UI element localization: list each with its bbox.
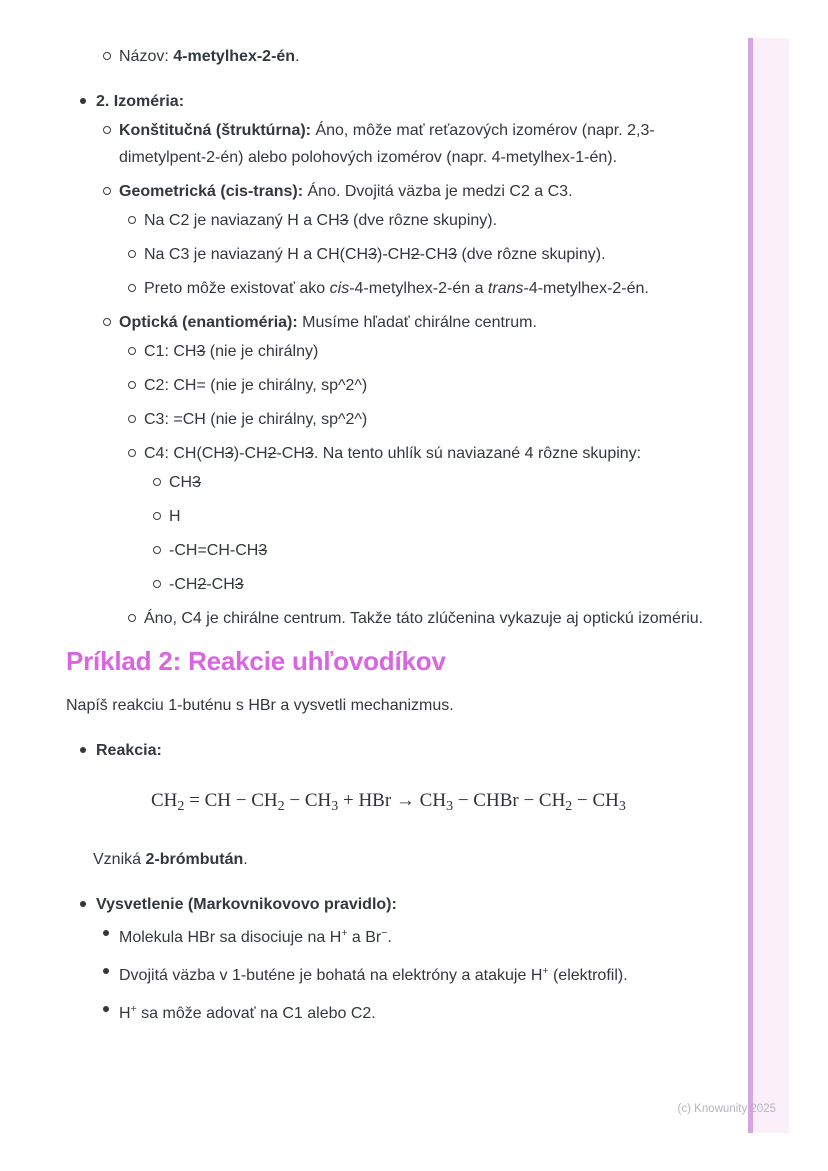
text-segment: Reakcia: bbox=[96, 742, 162, 759]
text-segment: Musíme hľadať chirálne centrum. bbox=[297, 314, 537, 331]
text-segment: 3 bbox=[446, 799, 454, 814]
bullet-disc-icon bbox=[103, 920, 119, 936]
list-item-text bbox=[119, 309, 731, 336]
text-segment: C1: CH bbox=[144, 343, 197, 360]
bullet-circle-icon bbox=[128, 338, 144, 355]
highlight-strip bbox=[748, 38, 789, 1133]
bullet-circle-icon bbox=[153, 469, 169, 486]
text-segment: -CH bbox=[276, 445, 305, 462]
bullet-circle-icon bbox=[153, 537, 169, 554]
text-segment: 3 bbox=[224, 445, 234, 462]
text-segment: -CH bbox=[169, 576, 198, 593]
text-segment: -CH=CH-CH bbox=[169, 542, 259, 559]
text-segment: 2 bbox=[267, 445, 277, 462]
text-segment: )-CH bbox=[376, 246, 411, 263]
text-segment: Optická (enantioméria): bbox=[119, 314, 298, 331]
list-item-text bbox=[119, 117, 731, 171]
list-item-text bbox=[119, 958, 731, 989]
text-segment: + bbox=[341, 927, 348, 939]
text-segment: − CHBr − CH bbox=[453, 790, 566, 811]
list-item-text bbox=[119, 920, 731, 951]
text-segment: . bbox=[243, 851, 248, 868]
text-segment: 2-brómbután bbox=[145, 851, 244, 868]
text-segment: (elektrofil). bbox=[548, 967, 628, 984]
text-segment: C3: =CH (nie je chirálny, sp^2^) bbox=[144, 411, 368, 428]
text-segment: H bbox=[119, 1005, 131, 1022]
list-item-text bbox=[144, 207, 731, 234]
bullet-circle-icon bbox=[128, 372, 144, 389]
text-segment: 3 bbox=[192, 474, 202, 491]
bullet-circle-icon bbox=[128, 605, 144, 622]
text-segment: + bbox=[542, 965, 549, 977]
bullet-circle-icon bbox=[103, 43, 119, 60]
text-segment: . bbox=[295, 48, 300, 65]
section-heading: Príklad 2: Reakcie uhľovodíkov bbox=[66, 646, 446, 676]
text-segment: a Br bbox=[347, 929, 382, 946]
text-segment: H bbox=[169, 508, 181, 525]
list-item-text bbox=[144, 605, 731, 632]
text-segment: 2 bbox=[410, 246, 420, 263]
text-segment: 2 bbox=[177, 799, 185, 814]
text-segment: 4-metylhex-2-én bbox=[173, 48, 296, 65]
list-item bbox=[103, 309, 731, 336]
list-item-text bbox=[144, 406, 731, 433]
text-segment: cis bbox=[329, 280, 350, 297]
text-segment: )-CH bbox=[233, 445, 268, 462]
bullet-disc-icon bbox=[103, 996, 119, 1012]
list-item bbox=[103, 178, 731, 205]
bullet-circle-icon bbox=[128, 241, 144, 258]
list-item bbox=[103, 958, 731, 989]
list-item-text bbox=[96, 891, 731, 918]
text-segment: 2 bbox=[277, 799, 285, 814]
list-item bbox=[128, 372, 731, 399]
text-segment: Konštitučná (štruktúrna): bbox=[119, 122, 311, 139]
text-segment: − bbox=[381, 927, 388, 939]
bullet-disc-icon bbox=[80, 88, 96, 104]
text-segment: -CH bbox=[206, 576, 235, 593]
text-segment: Napíš reakciu 1-buténu s HBr a vysvetli mechanizmus. bbox=[66, 697, 454, 714]
paragraph bbox=[93, 846, 731, 873]
text-segment: 3 bbox=[331, 799, 339, 814]
text-segment: Názov: bbox=[119, 48, 174, 65]
list-item bbox=[80, 737, 731, 764]
text-segment: (dve rôzne skupiny). bbox=[457, 246, 606, 263]
list-item bbox=[128, 275, 731, 302]
text-segment: Geometrická (cis-trans): bbox=[119, 183, 304, 200]
list-item bbox=[153, 469, 731, 496]
text-segment: 3 bbox=[304, 445, 314, 462]
text-segment: sa môže adovať na C1 alebo C2. bbox=[136, 1005, 376, 1022]
text-segment: Molekula HBr sa disociuje na H bbox=[119, 929, 342, 946]
list-item bbox=[103, 920, 731, 951]
list-item-text bbox=[119, 996, 731, 1027]
chemical-equation bbox=[151, 786, 731, 822]
text-segment: Preto môže existovať ako bbox=[144, 280, 330, 297]
list-item bbox=[128, 406, 731, 433]
text-segment: . Na tento uhlík sú naviazané 4 rôzne skupiny: bbox=[313, 445, 642, 462]
list-item-text bbox=[119, 178, 731, 205]
text-segment: -4-metylhex-2-én a bbox=[349, 280, 488, 297]
paragraph bbox=[66, 692, 731, 719]
text-segment: = CH − CH bbox=[184, 790, 278, 811]
text-segment: C2: CH= (nie je chirálny, sp^2^) bbox=[144, 377, 368, 394]
text-segment: C4: CH(CH bbox=[144, 445, 225, 462]
list-item bbox=[128, 241, 731, 268]
bullet-circle-icon bbox=[103, 309, 119, 326]
text-segment: + HBr → CH bbox=[338, 790, 447, 811]
text-segment: 3 bbox=[368, 246, 377, 263]
text-segment: Áno, C4 je chirálne centrum. Takže táto zlúčenina vykazuje aj optickú izomériu. bbox=[144, 610, 704, 627]
watermark: (c) Knowunity 2025 bbox=[677, 1103, 776, 1115]
list-item-text bbox=[96, 737, 731, 764]
bullet-circle-icon bbox=[128, 406, 144, 423]
list-item bbox=[80, 891, 731, 918]
text-segment: 2 bbox=[565, 799, 573, 814]
list-item bbox=[128, 605, 731, 632]
text-segment: 3 bbox=[339, 212, 349, 229]
text-segment: Dvojitá väzba v 1-buténe je bohatá na elektróny a atakuje H bbox=[119, 967, 543, 984]
text-segment: 3 bbox=[448, 246, 457, 263]
text-segment: -CH bbox=[419, 246, 449, 263]
text-segment: + bbox=[130, 1003, 137, 1015]
list-item bbox=[153, 537, 731, 564]
bullet-circle-icon bbox=[103, 117, 119, 134]
bullet-disc-icon bbox=[80, 737, 96, 753]
list-item-text bbox=[169, 571, 731, 598]
text-segment: 3 bbox=[258, 542, 268, 559]
text-segment: trans bbox=[487, 280, 524, 297]
list-item-text bbox=[119, 43, 731, 70]
list-item-text bbox=[169, 503, 731, 530]
list-item-text bbox=[169, 537, 731, 564]
bullet-circle-icon bbox=[128, 207, 144, 224]
list-item bbox=[153, 503, 731, 530]
list-item-text bbox=[144, 275, 731, 302]
text-segment: Na C3 je naviazaný H a CH(CH bbox=[144, 246, 369, 263]
list-item-text bbox=[144, 440, 731, 467]
list-item-text bbox=[96, 88, 731, 115]
text-segment: Vzniká bbox=[93, 851, 146, 868]
bullet-circle-icon bbox=[153, 571, 169, 588]
bullet-circle-icon bbox=[128, 275, 144, 292]
text-segment: − CH bbox=[572, 790, 619, 811]
bullet-circle-icon bbox=[153, 503, 169, 520]
bullet-circle-icon bbox=[103, 178, 119, 195]
text-segment: (dve rôzne skupiny). bbox=[348, 212, 498, 229]
list-item bbox=[80, 88, 731, 115]
text-segment: 3 bbox=[196, 343, 206, 360]
list-item-text bbox=[144, 241, 731, 268]
text-segment: CH bbox=[169, 474, 193, 491]
list-item bbox=[128, 440, 731, 467]
text-segment: (nie je chirálny) bbox=[205, 343, 319, 360]
text-segment: 2. Izoméria: bbox=[96, 93, 185, 110]
list-item bbox=[153, 571, 731, 598]
bullet-circle-icon bbox=[128, 440, 144, 457]
list-item-text bbox=[169, 469, 731, 496]
list-item bbox=[103, 117, 731, 171]
list-item bbox=[103, 996, 731, 1027]
text-segment: . bbox=[387, 929, 392, 946]
text-segment: 3 bbox=[234, 576, 244, 593]
text-segment: 2 bbox=[197, 576, 207, 593]
text-segment: − CH bbox=[284, 790, 332, 811]
list-item-text bbox=[144, 372, 731, 399]
text-segment: CH bbox=[151, 790, 178, 811]
document-body bbox=[66, 36, 731, 1027]
list-item bbox=[128, 207, 731, 234]
list-item bbox=[128, 338, 731, 365]
text-segment: -4-metylhex-2-én. bbox=[523, 280, 649, 297]
text-segment: Áno. Dvojitá väzba je medzi C2 a C3. bbox=[303, 183, 573, 200]
bullet-disc-icon bbox=[80, 891, 96, 907]
text-segment: Áno, môže mať reťazových izomérov (napr. 2,3-dimetylpent-2-én) alebo polohových izomérov (napr. 4-metylhex-1-én). bbox=[119, 122, 655, 166]
list-item bbox=[103, 43, 731, 70]
text-segment: 3 bbox=[618, 799, 626, 814]
bullet-disc-icon bbox=[103, 958, 119, 974]
list-item-text bbox=[144, 338, 731, 365]
text-segment: Na C2 je naviazaný H a CH bbox=[144, 212, 340, 229]
text-segment: Vysvetlenie (Markovnikovovo pravidlo): bbox=[96, 896, 397, 913]
